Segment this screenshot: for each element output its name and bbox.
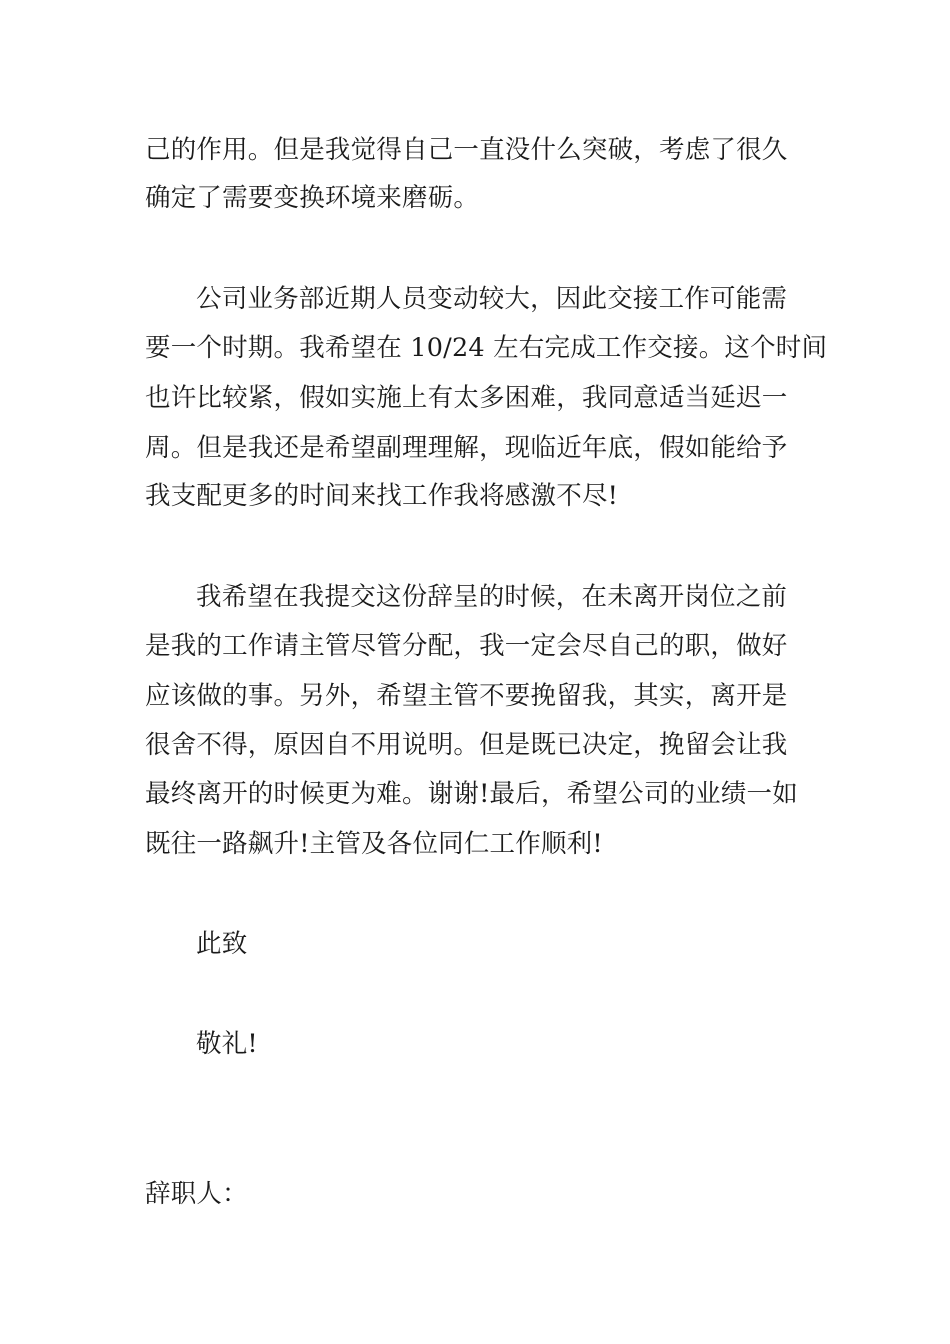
- signature-label: 辞职人：: [145, 1179, 248, 1209]
- paragraph-line: 己的作用。但是我觉得自己一直没什么突破，考虑了很久: [145, 135, 788, 165]
- paragraph-line: 要一个时期。我希望在 10/24 左右完成工作交接。这个时间: [145, 333, 828, 363]
- paragraph-line: 是我的工作请主管尽管分配，我一定会尽自己的职，做好: [145, 631, 788, 661]
- regards: 敬礼!: [196, 1029, 258, 1059]
- salutation: 此致: [196, 929, 248, 959]
- paragraph-line: 应该做的事。另外，希望主管不要挽留我，其实，离开是: [145, 681, 788, 711]
- paragraph-line: 公司业务部近期人员变动较大，因此交接工作可能需: [196, 284, 788, 314]
- paragraph-line: 很舍不得，原因自不用说明。但是既已决定，挽留会让我: [145, 730, 788, 760]
- paragraph-line: 既往一路飙升!主管及各位同仁工作顺利!: [145, 829, 603, 859]
- paragraph-line: 周。但是我还是希望副理理解，现临近年底，假如能给予: [145, 433, 788, 463]
- paragraph-line: 最终离开的时候更为难。谢谢!最后，希望公司的业绩一如: [145, 779, 798, 809]
- paragraph-line: 也许比较紧，假如实施上有太多困难，我同意适当延迟一: [145, 383, 788, 413]
- paragraph-line: 我支配更多的时间来找工作我将感激不尽!: [145, 481, 619, 511]
- paragraph-line: 确定了需要变换环境来磨砺。: [145, 183, 480, 213]
- paragraph-line: 我希望在我提交这份辞呈的时候，在未离开岗位之前: [196, 582, 788, 612]
